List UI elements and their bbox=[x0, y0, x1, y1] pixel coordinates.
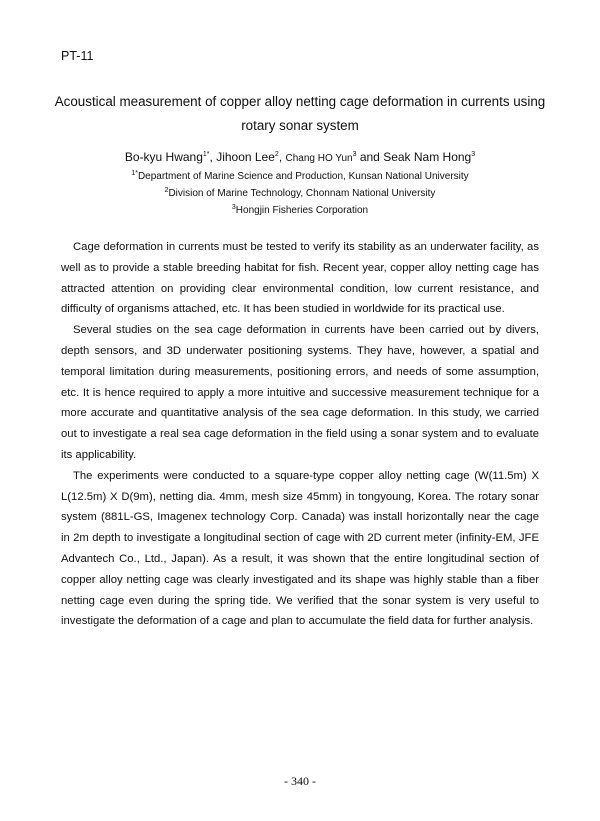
author-separator: , bbox=[209, 150, 217, 164]
affiliation-text: Division of Marine Technology, Chonnam National University bbox=[168, 188, 436, 199]
abstract-body bbox=[61, 237, 539, 632]
affiliation-mark: 2 bbox=[164, 187, 169, 194]
author-affiliation-mark: 3 bbox=[471, 151, 476, 158]
abstract-paragraph: Cage deformation in currents must be tested to verify its stability as an underwater facility, as well as to provide a stable breeding habitat for fish. Recent year, copper alloy netting cage has attracted attention on providing clear environmental condition, low current resistance, and difficulty of organisms attached, etc. It has been studied in worldwide for its practical use. bbox=[61, 241, 539, 316]
abstract-paragraph: Several studies on the sea cage deformation in currents have been carried out by divers, depth sensors, and 3D underwater positioning systems. They have, however, a spatial and temporal limitation during measurements, positioning errors, and needs of some assumption, etc. It is hence required to apply a more intuitive and successive measurement technique for a more accurate and quantitative analysis of the sea cage deformation. In this study, we carried out to investigate a real sea cage deformation in the field using a sonar system and to evaluate its applicability. bbox=[61, 324, 539, 461]
page-number: - 340 - bbox=[284, 774, 316, 788]
affiliation-text: Department of Marine Science and Production, Kunsan National University bbox=[137, 171, 469, 182]
author-separator: and bbox=[356, 150, 384, 164]
author-name: Jihoon Lee bbox=[216, 150, 275, 164]
affiliation bbox=[0, 171, 600, 182]
paper-code: PT-11 bbox=[61, 49, 94, 63]
author-affiliation-mark: 2 bbox=[274, 151, 279, 158]
author-name: Chang HO Yun bbox=[285, 153, 353, 164]
paper-title bbox=[40, 90, 560, 138]
affiliation bbox=[0, 188, 600, 199]
affiliation-text: Hongjin Fisheries Corporation bbox=[235, 205, 369, 216]
abstract-paragraph: The experiments were conducted to a square-type copper alloy netting cage (W(11.5m) X L(12.5m) X D(9m), netting dia. 4mm, mesh size 45mm) in tongyoung, Korea. The rotary sonar system (881L-GS, Imagenex technology Corp. Canada) was install horizontally near the cage in 2m depth to investigate a longitudinal section of cage with 2D current meter (infinity-EM, JFE Advantech Co., Ltd., Japan). As a result, it was shown that the entire longitudinal section of copper alloy netting cage was clearly investigated and its shape was highly stable than a fiber netting cage even during the spring tide. We verified that the sonar system is very useful to investigate the deformation of a cage and plan to accumulate the field data for further analysis. bbox=[61, 469, 539, 628]
title-line: Acoustical measurement of copper alloy netting cage deformation in currents using bbox=[54, 94, 546, 109]
author-affiliation-mark: 3 bbox=[352, 151, 357, 158]
author-name: Seak Nam Hong bbox=[383, 150, 472, 164]
affiliation-mark: 3 bbox=[231, 204, 236, 211]
affiliation-mark: 1* bbox=[131, 170, 138, 177]
author-separator: , bbox=[278, 150, 286, 164]
title-line: rotary sonar system bbox=[241, 118, 359, 133]
author-list bbox=[0, 150, 600, 164]
author-name: Bo-kyu Hwang bbox=[124, 150, 203, 164]
author-affiliation-mark: 1* bbox=[202, 151, 210, 158]
affiliation bbox=[0, 205, 600, 216]
